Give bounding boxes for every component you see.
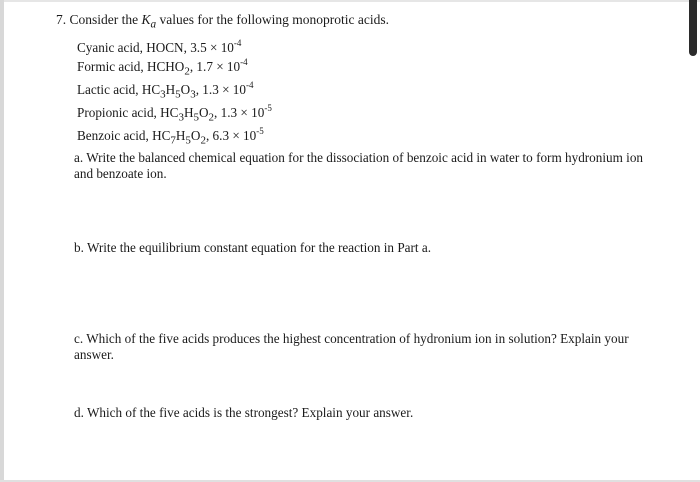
acid-name: Cyanic acid, [77,40,147,55]
acid-formula: $HC_3H_5O_3$ [141,81,196,101]
acid-formula: HOCN [146,40,184,55]
acid-item: Lactic acid, $HC_3H_5O_3$, $1.3 \times 10^{-4}$ [77,79,254,101]
acid-formula: $HC_7H_5O_2$ [152,127,206,147]
ka-subscript: a [150,18,157,31]
acid-item: Cyanic acid, HOCN, $3.5 \times 10^{-4}$ [77,38,242,55]
part-c-prompt: c. Which of the five acids produces the highest concentration of hydronium ion in solution? Explain your answer. [74,331,629,362]
acid-name: Formic acid, [77,58,147,74]
ka-exponent: -4 [240,56,248,67]
ka-value: 1.7 × 10 [196,58,241,74]
question-number: 7. [56,12,67,27]
top-edge [0,0,700,2]
question-intro-before: Consider the [69,12,142,27]
ka-exponent: -4 [246,79,254,90]
acid-name: Lactic acid, [77,81,142,97]
scrollbar-thumb[interactable] [689,0,697,56]
ka-value: 3.5 × 10 [190,40,234,55]
ka-value: 1.3 × 10 [202,81,246,97]
part-d-prompt: d. Which of the five acids is the strongest? Explain your answer. [74,405,414,420]
ka-symbol: $K_a$ [141,12,157,31]
part-a-prompt: a. Write the balanced chemical equation for the dissociation of benzoic acid in water to form hydronium ion and benzoate ion. [74,150,644,181]
left-edge [0,0,4,482]
ka-value: 1.3 × 10 [220,104,265,120]
acid-item: Propionic acid, $HC_3H_5O_2$, $1.3 \times 10^{-5}$ [77,102,272,124]
ka-exponent: -5 [264,102,272,113]
acid-list [77,39,272,150]
acid-formula: $HCHO_2$ [146,58,190,78]
ka-exponent: -5 [256,125,264,136]
ka-value: 6.3 × 10 [212,127,257,143]
part-b-prompt: b. Write the equilibrium constant equation for the reaction in Part a. [74,240,432,255]
acid-name: Propionic acid, [77,104,161,120]
acid-item: Benzoic acid, $HC_7H_5O_2$, $6.3 \times 10^{-5}$ [77,125,264,147]
question-intro-after: values for the following monoprotic acids. [156,12,389,27]
ka-exponent: -4 [233,38,242,48]
acid-name: Benzoic acid, [77,127,153,143]
acid-formula: $HC_3H_5O_2$ [160,104,215,124]
question-title [56,12,389,31]
acid-item: Formic acid, $HCHO_2$, $1.7 \times 10^{-4}$ [77,56,248,78]
